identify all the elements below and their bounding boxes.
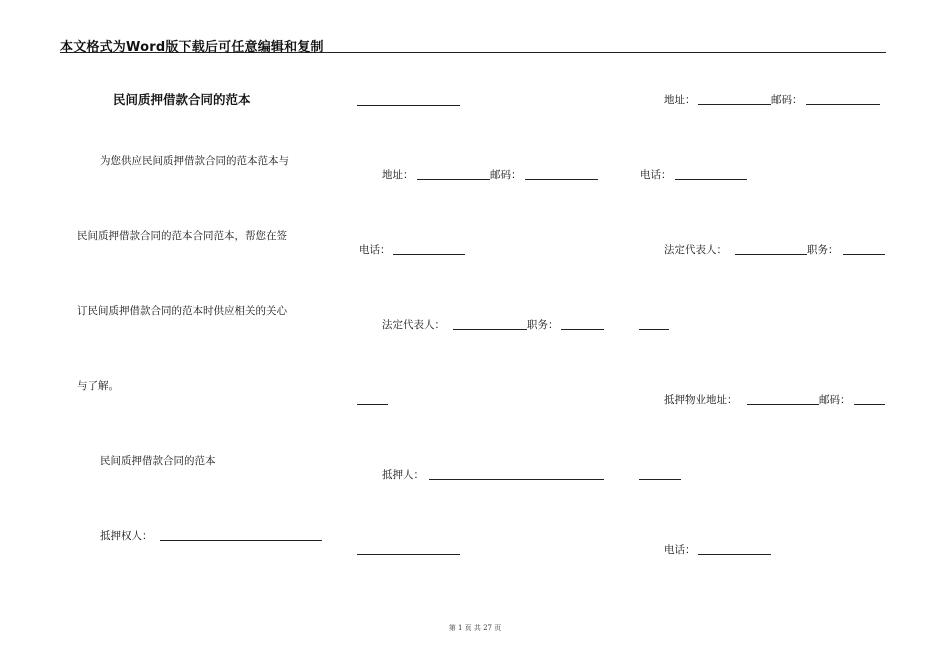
- phone-blank-3: [698, 554, 771, 555]
- phone-label-3: 电话：: [664, 544, 696, 556]
- pledgor-blank: [429, 479, 604, 480]
- contract-subtitle: 民间质押借款合同的范本: [100, 455, 216, 467]
- phone-blank-2: [675, 179, 747, 180]
- position-label-2: 职务：: [807, 244, 839, 256]
- pledgee-label: 抵押权人：: [100, 530, 153, 542]
- property-address-blank: [747, 404, 819, 405]
- position-blank-2: [843, 254, 885, 255]
- blank-line: [357, 105, 460, 106]
- legal-rep-blank-2: [735, 254, 807, 255]
- document-header: 本文格式为Word版下载后可任意编辑和复制: [60, 40, 324, 55]
- postcode-blank-2: [806, 104, 880, 105]
- address-blank: [417, 179, 490, 180]
- contract-title: 民间质押借款合同的范本: [113, 92, 251, 107]
- address-label: 地址：: [382, 169, 414, 181]
- address-label-2: 地址：: [664, 94, 696, 106]
- property-address-label: 抵押物业地址：: [664, 394, 738, 406]
- intro-line-2: 民间质押借款合同的范本合同范本，帮您在签: [77, 230, 287, 242]
- phone-label-2: 电话：: [640, 169, 672, 181]
- header-rule: [60, 52, 886, 53]
- position-blank: [561, 329, 604, 330]
- intro-line-3: 订民间质押借款合同的范本时供应相关的关心: [77, 305, 287, 317]
- postcode-label-3: 邮码：: [819, 394, 851, 406]
- postcode-blank-3: [854, 404, 885, 405]
- pledgor-blank-cont: [357, 554, 460, 555]
- position-blank-cont: [357, 404, 388, 405]
- legal-rep-blank: [453, 329, 527, 330]
- postcode-label-2: 邮码：: [771, 94, 803, 106]
- pledgor-label: 抵押人：: [382, 469, 424, 481]
- intro-line-1: 为您供应民间质押借款合同的范本范本与: [100, 155, 289, 167]
- page-footer: 第 1 页 共 27 页: [448, 624, 502, 632]
- postcode-blank: [525, 179, 598, 180]
- legal-rep-label-2: 法定代表人：: [664, 244, 727, 256]
- intro-line-4: 与了解。: [77, 380, 119, 392]
- phone-blank: [393, 254, 465, 255]
- pledgee-blank: [160, 540, 322, 541]
- position-label: 职务：: [527, 319, 559, 331]
- address-blank-2: [698, 104, 771, 105]
- postcode-label: 邮码：: [490, 169, 522, 181]
- legal-rep-label: 法定代表人：: [382, 319, 445, 331]
- position-blank-2-cont: [639, 329, 669, 330]
- postcode-blank-3-cont: [639, 479, 681, 480]
- phone-label: 电话：: [359, 244, 391, 256]
